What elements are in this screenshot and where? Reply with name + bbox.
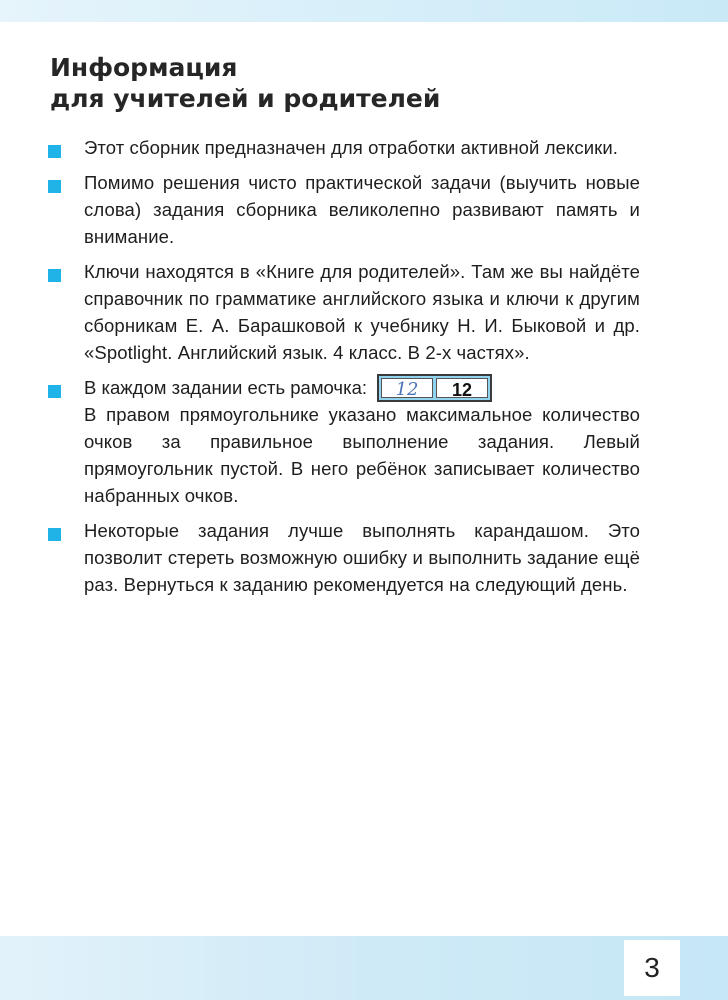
score-max-cell: 12 <box>436 378 488 398</box>
bullet-text: Ключи находятся в «Книге для родителей». Там же вы найдёте справочник по грамматике английского языка и ключи к другим сборникам Е. А. Барашковой к учебнику Н. И. Быковой и др. «Spotlight. Английский язык. 4 класс. В 2-х частях». <box>84 261 640 363</box>
bullet-text: Помимо решения чисто практической задачи (выучить новые слова) задания сборника великолепно развивают память и внимание. <box>84 172 640 247</box>
score-frame-example <box>377 374 492 402</box>
bullet-text: Некоторые задания лучше выполнять карандашом. Это позволит стереть возможную ошибку и выполнить задание ещё раз. Вернуться к заданию рекомендуется на следующий день. <box>84 520 640 595</box>
score-frame-label: В каждом задании есть рамочка: <box>84 377 368 398</box>
bullet-square-icon <box>48 528 61 541</box>
page-heading <box>50 52 440 114</box>
heading-line-2: для учителей и родителей <box>50 84 441 113</box>
bullet-text: Этот сборник предназначен для отработки активной лексики. <box>84 137 619 158</box>
score-earned-cell: 12 <box>381 378 433 398</box>
top-decor-band <box>0 0 728 22</box>
bullet-square-icon <box>48 385 61 398</box>
bullet-square-icon <box>48 145 61 158</box>
list-item <box>48 374 640 509</box>
bullet-text: В правом прямоугольнике указано максимальное количество очков за правильное выполнение задания. Левый прямоугольник пустой. В него ребёнок записывает количество набранных очков. <box>84 404 640 506</box>
heading-line-1: Информация <box>50 53 238 82</box>
list-item <box>48 169 640 250</box>
bullet-square-icon <box>48 269 61 282</box>
info-list <box>48 134 640 606</box>
page-number: 3 <box>624 940 680 996</box>
bullet-square-icon <box>48 180 61 193</box>
list-item <box>48 517 640 598</box>
list-item <box>48 134 640 161</box>
bottom-decor-band <box>0 936 728 1000</box>
score-frame-line <box>84 374 640 401</box>
list-item <box>48 258 640 366</box>
